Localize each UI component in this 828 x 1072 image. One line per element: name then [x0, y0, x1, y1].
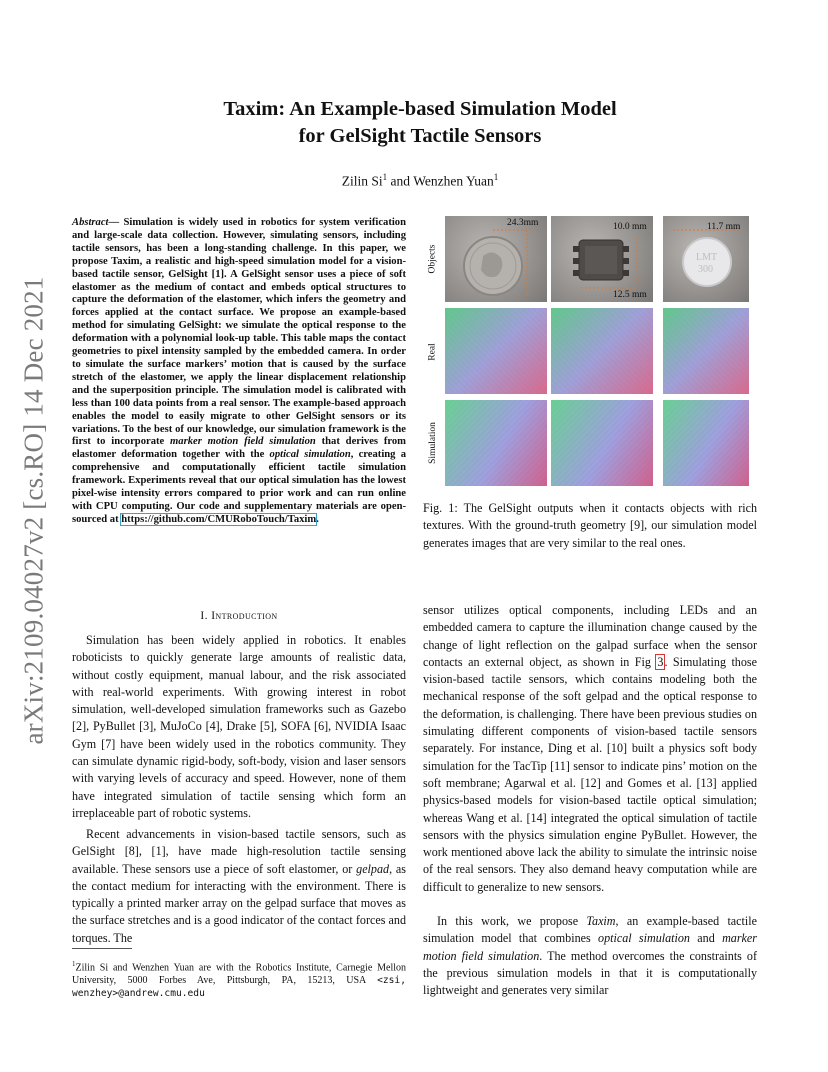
abstract-text-3: , creating a comprehensive and computationally efficient tactile simulation framework. Experiments reveal that our optical simulation has the lowest pixel-wise intensity errors compared to prior work and can run online with CPU computing. Our code and supplementary materials are open-sourced at — [72, 449, 406, 525]
object-image-coin — [445, 216, 547, 302]
figure-1-caption: Fig. 1: The GelSight outputs when it contacts objects with rich textures. With the ground-truth geometry [9], our simulation model generates images that are very similar to the real ones. — [423, 501, 757, 550]
figure-1 — [423, 212, 757, 492]
sim-tactile-image-pill — [663, 400, 749, 486]
footnote-mark: 1 — [72, 960, 76, 968]
author-1-affil: 1 — [382, 172, 388, 182]
row-label-simulation: Simulation — [428, 422, 439, 464]
intro-paragraph-1 — [72, 632, 406, 822]
intro-c2-text-b: . Simulating those vision-based tactile sensors, which contains modeling both the mechanical response of the soft gelpad and the optical response to the deformation, is challenging. There have been previous studies on simulating different components of vision-based tactile sensors separately. For instance, Ding et al. [10] built a physics soft body simulation for the TacTip [11] sensor to indicate pins’ motion on the soft membrane; Agarwal et al. [12] and Gomes et al. [13] applied physics-based models for vision-based tactile optical simulation; whereas Wang et al. [14] integrated the optical simulation of tactile sensors with the physics simulation engine PyBullet. However, the work mentioned above lack the ability to simulate the intrinsic noise of the real sensors. They also demand heavy computation while are difficult to generalize to new sensors. — [423, 654, 757, 894]
section-title: Introduction — [211, 610, 278, 622]
code-repo-link[interactable]: https://github.com/CMURoboTouch/Taxim — [121, 513, 317, 525]
arxiv-id-text: arXiv:2109.04027v2 [cs.RO] 14 Dec 2021 — [18, 275, 49, 745]
intro-p2-text-b: , as the contact medium for interacting with the environment. There is typically a printed marker array on the gelpad surface that moves as the surface stretches and is a good indicator of the contact forces and torques. The — [72, 861, 406, 945]
intro-c3-text-a: In this work, we propose — [437, 914, 587, 928]
abstract-emphasis-1: marker motion field simulation — [170, 436, 316, 448]
author-1: Zilin Si — [341, 173, 383, 189]
real-tactile-image-chip — [551, 308, 653, 394]
arxiv-sidebar-id — [14, 250, 54, 770]
footnote-rule — [72, 948, 132, 949]
intro-c2-text-a: sensor utilizes optical components, including LEDs and an embedded camera to capture the illumination change caused by the change of light reflection on the galpad surface when the sensor contacts an external object, as shown in Fig — [423, 603, 757, 669]
paper-title-line-1: Taxim: An Example-based Simulation Model — [223, 98, 617, 120]
abstract-emphasis-2: optical simulation — [269, 449, 351, 461]
section-heading-introduction — [72, 610, 406, 622]
intro-c3-text-b: , an example-based tactile simulation model that combines — [423, 914, 757, 946]
dim-label-chip-height: 12.5 mm — [613, 290, 647, 300]
intro-paragraph-2 — [72, 826, 406, 947]
footnote-text: Zilin Si and Wenzhen Yuan are with the Robotics Institute, Carnegie Mellon University, 5000 Forbes Ave, Pittsburgh, PA, 15213, USA — [72, 962, 406, 987]
footnote-email: <zsi, wenzhey>@andrew.cmu.edu — [72, 975, 406, 1000]
dim-label-coin: 24.3mm — [507, 218, 539, 228]
sim-tactile-image-chip — [551, 400, 653, 486]
authors-and: and — [390, 173, 411, 189]
coin-illustration — [445, 216, 547, 302]
authors — [200, 172, 640, 190]
section-number: I. — [200, 610, 212, 622]
abstract-text-2: that derives from elastomer deformation together with the — [72, 436, 407, 461]
intro-c3-text-d: . The method overcomes the constraints of the previous simulation models in that it is computationally lightweight and generates very similar — [423, 948, 757, 998]
intro-p2-emphasis: gelpad — [356, 861, 390, 876]
intro-c3-emphasis-1: Taxim — [586, 914, 616, 928]
sim-tactile-image-coin — [445, 400, 547, 486]
paper-title-line-2: for GelSight Tactile Sensors — [298, 125, 542, 147]
pill-engraving-bottom: 300 — [698, 264, 713, 275]
dim-label-chip-width: 10.0 mm — [613, 222, 647, 232]
pill-engraving-top: LMT — [696, 252, 718, 263]
real-tactile-image-pill — [663, 308, 749, 394]
intro-p2-text-a: Recent advancements in vision-based tactile sensors, such as GelSight [8], [1], have made high-resolution tactile sensing available. These sensors use a piece of soft elastomer, or — [72, 827, 406, 876]
intro-p1-text: Simulation has been widely applied in robotics. It enables roboticists to quickly generate large amounts of realistic data, without costly equipment, manual labour, and the risk associated with real-world experiments. With growing interest in robot simulation, well-developed simulation frameworks such as Gazebo [2], PyBullet [3], MuJoCo [4], Drake [5], SOFA [6], NVIDIA Isaac Gym [7] have been widely used in the robotics community. They can simulate dynamic rigid-body, soft-body, vision and laser sensors with varying levels of accuracy and speed. However, none of them have integrated simulation of tactile sensing which form an irreplaceable part of robotic systems. — [72, 633, 406, 820]
abstract-text-1: — Simulation is widely used in robotics for system verification and large-scale data collection. However, simulating sensors, including tactile sensors, has been a long-standing challenge. In this paper, we propose Taxim, a realistic and high-speed simulation model for a vision-based tactile sensor, GelSight [1]. A GelSight sensor uses a piece of soft elastomer as the medium of contact and embeds optical structures to capture the deformation of the elastomer, which infers the geometry and forces applied at the contact surface. We propose an example-based method for simulating GelSight: we simulate the optical response to the deformation with a polynomial look-up table. This table maps the contact geometries to pixel intensity sampled by the embedded camera. In order to simulate the surface markers’ motion that is caused by the surface stretch of the elastomer, we apply the linear displacement relationship and the superposition principle. The simulation model is calibrated with less than 100 data points from a real sensor. The example-based approach enables the model to easily migrate to other GelSight sensors or its variations. To the best of our knowledge, our simulation framework is the first to incorporate — [72, 217, 406, 448]
abstract-end: . — [316, 513, 319, 525]
real-tactile-image-coin — [445, 308, 547, 394]
author-2: Wenzhen Yuan — [413, 173, 494, 189]
abstract-label: Abstract — [72, 217, 109, 228]
intro-c3-emphasis-3: marker motion field simulation — [423, 931, 757, 963]
author-2-affil: 1 — [493, 172, 499, 182]
row-label-real: Real — [427, 342, 438, 361]
row-label-objects: Objects — [428, 244, 438, 274]
abstract — [72, 217, 406, 527]
intro-c3-text-c: and — [689, 931, 723, 946]
intro-c3-emphasis-2: optical simulation — [598, 931, 690, 946]
dim-label-pill: 11.7 mm — [707, 222, 741, 232]
intro-paragraph-2-continued — [423, 602, 757, 896]
footnote — [72, 958, 406, 1000]
intro-paragraph-3 — [423, 913, 757, 999]
figure-ref-link[interactable]: 3 — [657, 654, 664, 669]
